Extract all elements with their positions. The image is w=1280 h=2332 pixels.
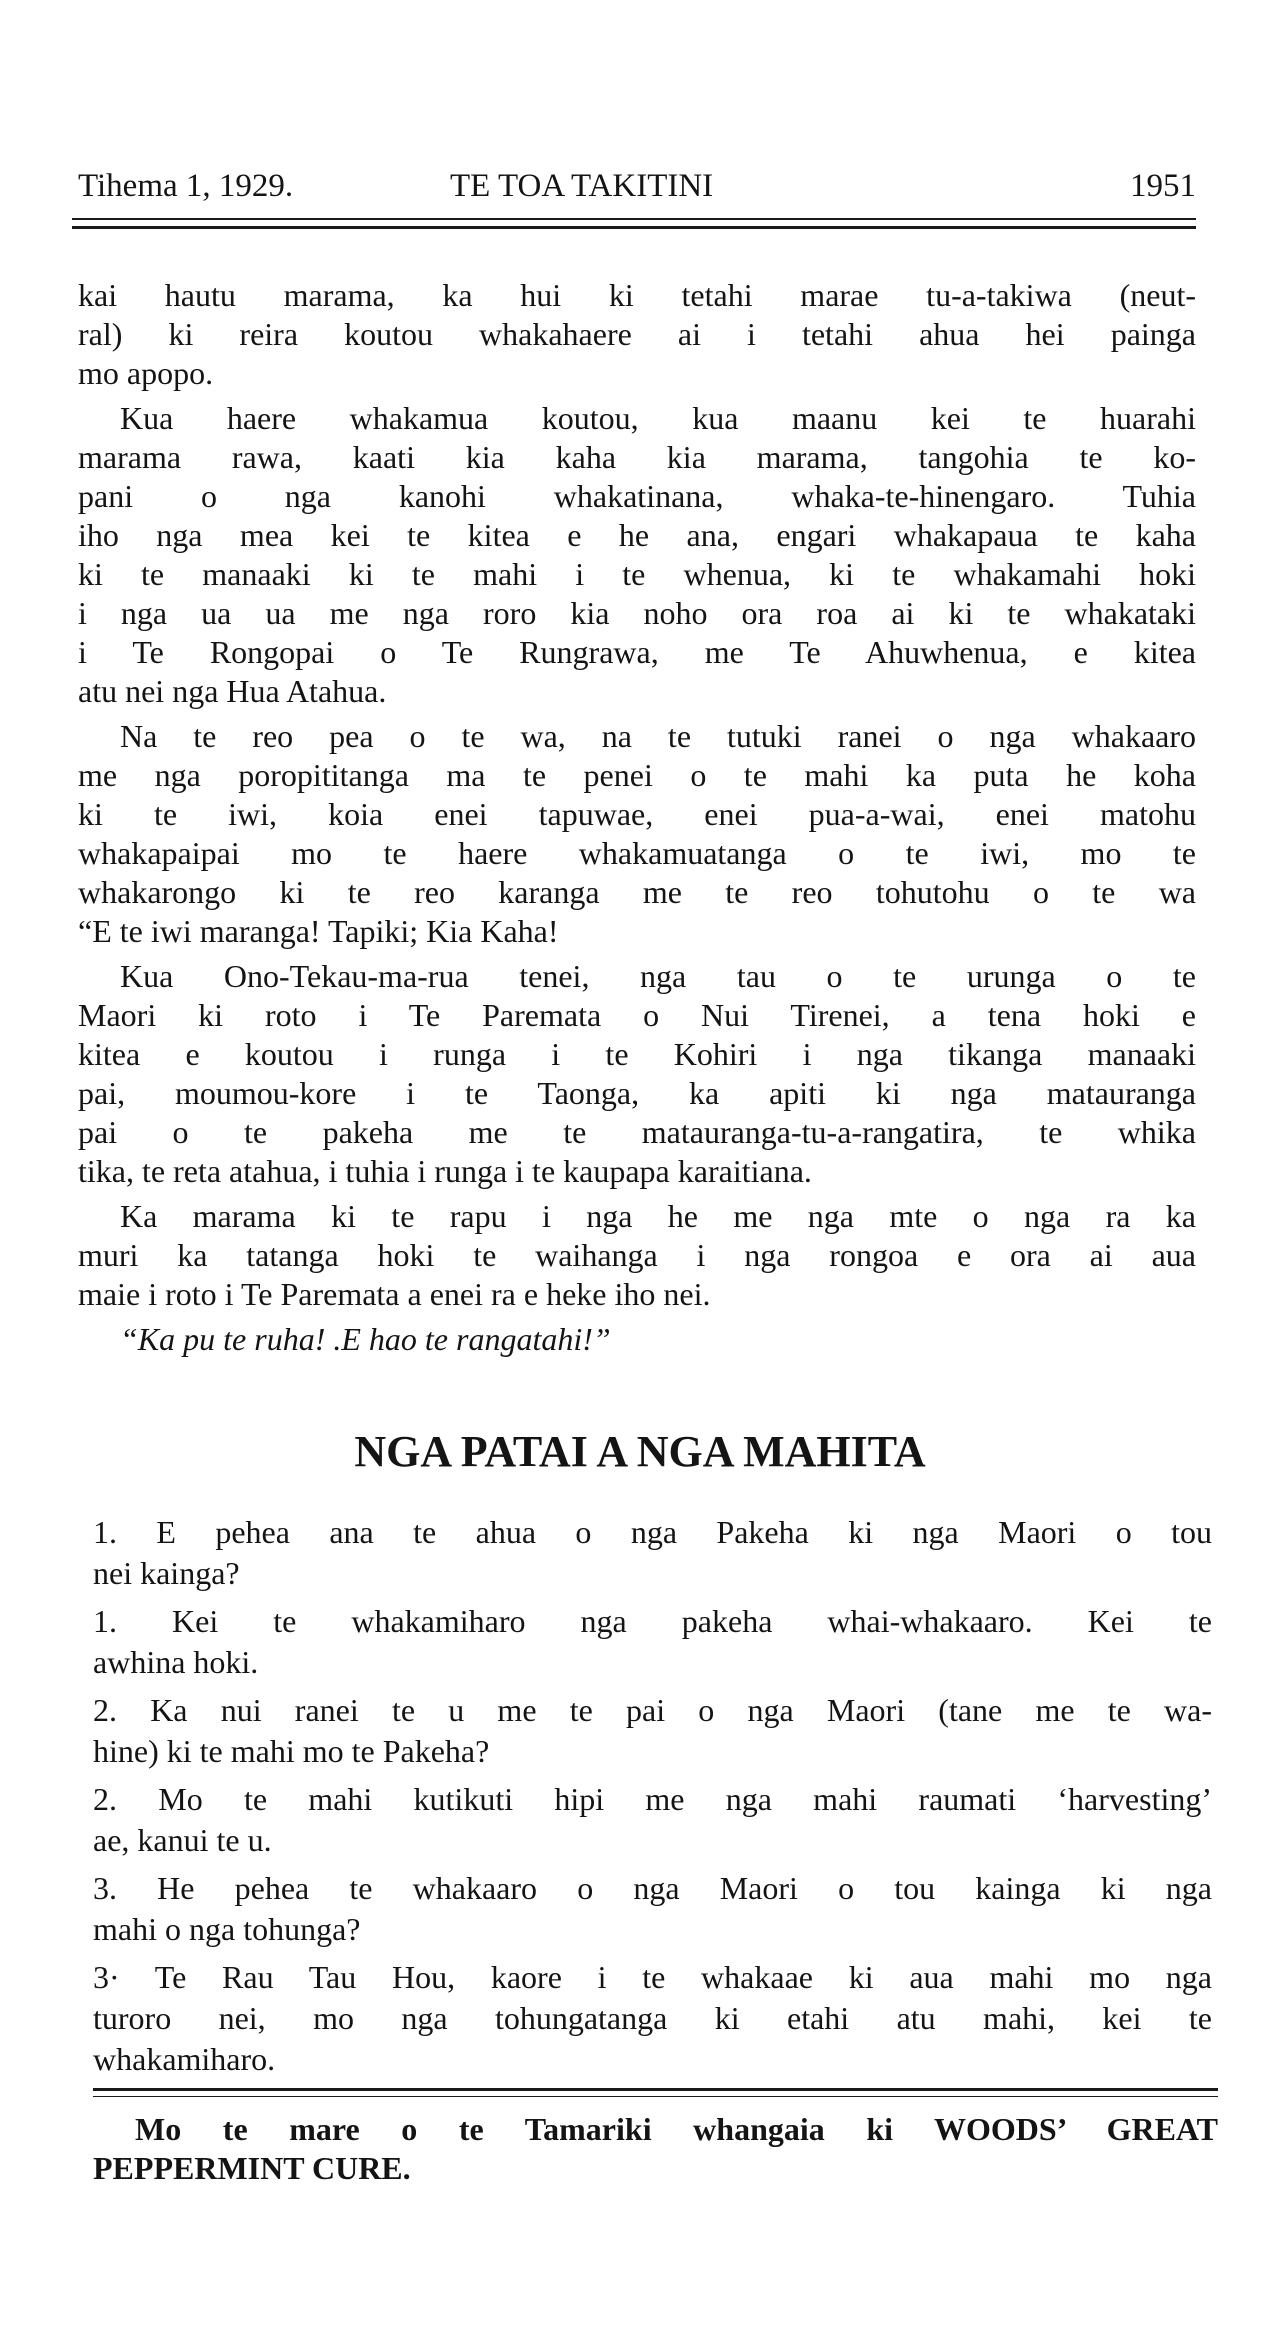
text-line: pani o nga kanohi whakatinana, whaka-te-hinengaro. Tuhia: [78, 478, 1196, 514]
paragraph: [78, 399, 1196, 711]
qa-item: [93, 1690, 1212, 1772]
text-line: pai, moumou-kore i te Taonga, ka apiti ki nga matauranga: [78, 1075, 1196, 1111]
page-number: 1951: [1130, 168, 1196, 204]
header-rule-thick: [72, 226, 1196, 229]
text-line: whakapaipai mo te haere whakamuatanga o te iwi, mo te: [78, 835, 1196, 871]
text-line: Na te reo pea o te wa, na te tutuki ranei o nga whakaaro: [120, 718, 1196, 754]
header-date: Tihema 1, 1929.: [78, 168, 294, 204]
text-line: Kua Ono-Tekau-ma-rua tenei, nga tau o te urunga o te: [120, 958, 1196, 994]
footer-rule-thin: [93, 2096, 1218, 2097]
paragraph: [78, 717, 1196, 951]
qa-item: [93, 1512, 1212, 1594]
text-line: 1. Kei te whakamiharo nga pakeha whai-whakaaro. Kei te: [93, 1603, 1212, 1639]
text-line: awhina hoki.: [93, 1644, 259, 1680]
text-line: 1. E pehea ana te ahua o nga Pakeha ki nga Maori o tou: [93, 1514, 1212, 1550]
header-title: TE TOA TAKITINI: [450, 168, 714, 204]
text-line: i nga ua ua me nga roro kia noho ora roa ai ki te whakataki: [78, 595, 1196, 631]
qa-item: [93, 1957, 1212, 2080]
text-line: muri ka tatanga hoki te waihanga i nga rongoa e ora ai aua: [78, 1237, 1196, 1273]
text-line: ae, kanui te u.: [93, 1822, 272, 1858]
section-heading: NGA PATAI A NGA MAHITA: [354, 1427, 926, 1476]
text-line: kitea e koutou i runga i te Kohiri i nga tikanga manaaki: [78, 1036, 1196, 1072]
text-line: whakarongo ki te reo karanga me te reo tohutohu o te wa: [78, 874, 1196, 910]
header-rule-thin: [72, 218, 1196, 220]
text-line: nei kainga?: [93, 1555, 240, 1591]
text-line: Maori ki roto i Te Paremata o Nui Tirenei, a tena hoki e: [78, 997, 1196, 1033]
text-line: whakamiharo.: [93, 2041, 276, 2077]
text-line: Ka marama ki te rapu i nga he me nga mte o nga ra ka: [120, 1198, 1196, 1234]
questions-answers: [93, 1512, 1212, 2087]
text-line: 2. Ka nui ranei te u me te pai o nga Maori (tane me te wa-: [93, 1692, 1212, 1728]
footer-line: PEPPERMINT CURE.: [93, 2150, 411, 2186]
footer-rule-thick: [93, 2088, 1218, 2091]
text-line: i Te Rongopai o Te Rungrawa, me Te Ahuwhenua, e kitea: [78, 634, 1196, 670]
text-line: tika, te reta atahua, i tuhia i runga i te kaupapa karaitiana.: [78, 1153, 812, 1189]
text-line: ki te manaaki ki te mahi i te whenua, ki te whakamahi hoki: [78, 556, 1196, 592]
qa-item: [93, 1868, 1212, 1950]
text-line: “E te iwi maranga! Tapiki; Kia Kaha!: [78, 913, 559, 949]
text-line: Kua haere whakamua koutou, kua maanu kei te huarahi: [120, 400, 1196, 436]
text-line: atu nei nga Hua Atahua.: [78, 673, 387, 709]
article-body: [78, 276, 1196, 1359]
text-line: 3. He pehea te whakaaro o nga Maori o tou kainga ki nga: [93, 1870, 1212, 1906]
text-line: mahi o nga tohunga?: [93, 1911, 361, 1947]
text-line: turoro nei, mo nga tohungatanga ki etahi atu mahi, kei te: [93, 2000, 1212, 2036]
text-line: marama rawa, kaati kia kaha kia marama, tangohia te ko-: [78, 439, 1196, 475]
paragraph: [78, 1197, 1196, 1314]
footer-line: Mo te mare o te Tamariki whangaia ki WOODS’ GREAT: [135, 2111, 1218, 2147]
advertisement: [93, 2110, 1218, 2188]
text-line: maie i roto i Te Paremata a enei ra e heke iho nei.: [78, 1276, 711, 1312]
qa-item: [93, 1601, 1212, 1683]
text-line: 2. Mo te mahi kutikuti hipi me nga mahi raumati ‘harvesting’: [93, 1781, 1212, 1817]
closing-quote: “Ka pu te ruha! .E hao te rangatahi!”: [120, 1321, 611, 1357]
text-line: me nga poropititanga ma te penei o te mahi ka puta he koha: [78, 757, 1196, 793]
qa-item: [93, 1779, 1212, 1861]
text-line: ral) ki reira koutou whakahaere ai i tetahi ahua hei painga: [78, 316, 1196, 352]
paragraph: [78, 957, 1196, 1191]
text-line: kai hautu marama, ka hui ki tetahi marae tu-a-takiwa (neut-: [78, 277, 1196, 313]
text-line: iho nga mea kei te kitea e he ana, engari whakapaua te kaha: [78, 517, 1196, 553]
paragraph: [78, 276, 1196, 393]
text-line: 3· Te Rau Tau Hou, kaore i te whakaae ki aua mahi mo nga: [93, 1959, 1212, 1995]
text-line: ki te iwi, koia enei tapuwae, enei pua-a-wai, enei matohu: [78, 796, 1196, 832]
text-line: pai o te pakeha me te matauranga-tu-a-rangatira, te whika: [78, 1114, 1196, 1150]
text-line: hine) ki te mahi mo te Pakeha?: [93, 1733, 490, 1769]
text-line: mo apopo.: [78, 355, 214, 391]
